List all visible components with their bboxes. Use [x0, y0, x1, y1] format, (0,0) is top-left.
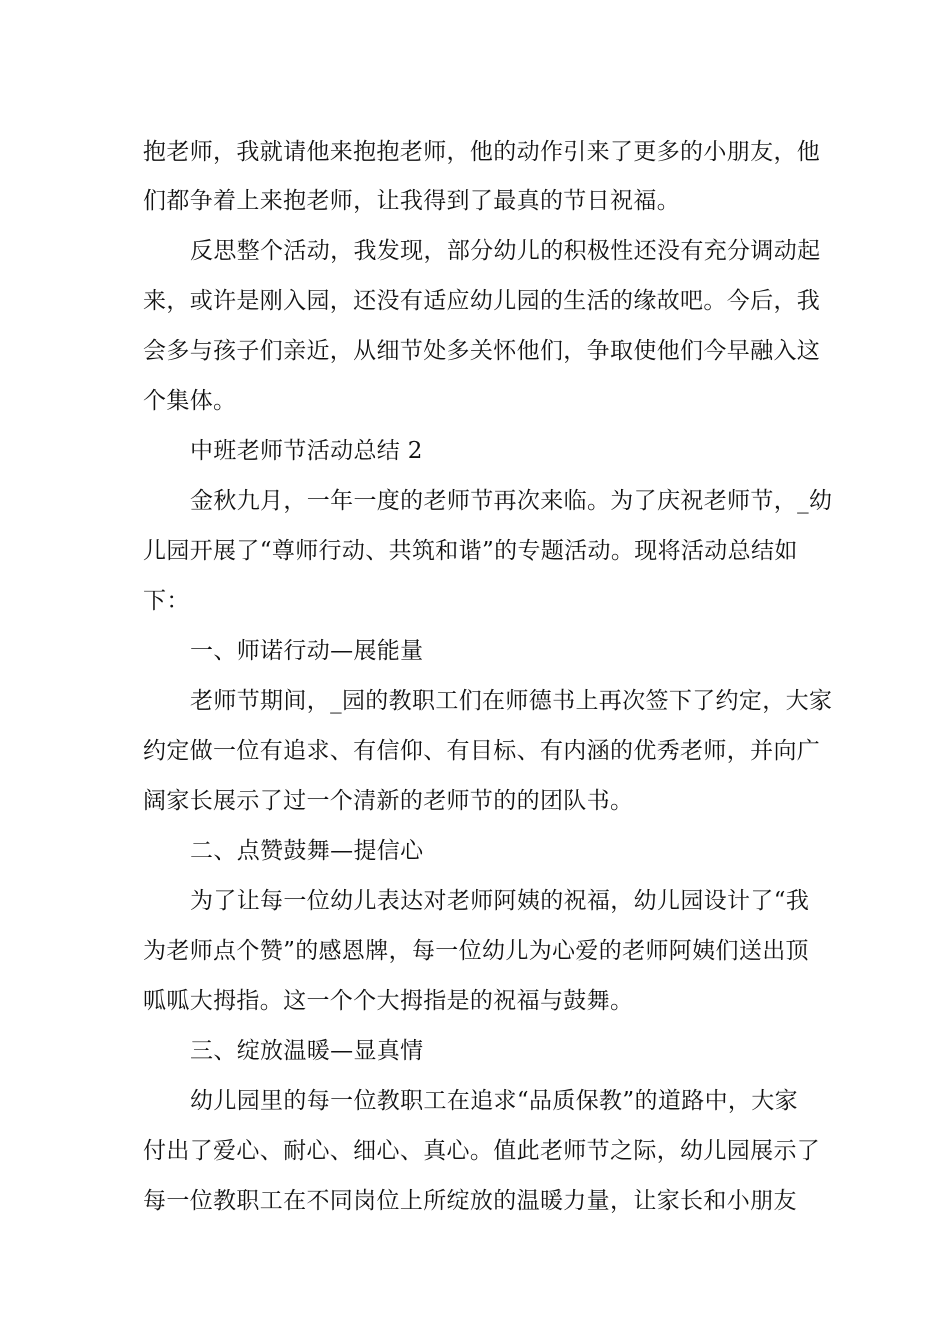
- text-line: 个集体。: [143, 388, 237, 414]
- paragraph-first-line: 老师节期间，_园的教职工们在师德书上再次签下了约定，大家: [190, 688, 833, 714]
- text-line: 儿园开展了“尊师行动、共筑和谐”的专题活动。现将活动总结如: [143, 538, 798, 564]
- text-line: 来，或许是刚入园，还没有适应幼儿园的生活的缘故吧。今后，我: [143, 288, 821, 314]
- text-line: 为老师点个赞”的感恩牌，每一位幼儿为心爱的老师阿姨们送出顶: [143, 938, 809, 964]
- text-line: 约定做一位有追求、有信仰、有目标、有内涵的优秀老师，并向广: [143, 738, 821, 764]
- text-line: 下：: [143, 588, 190, 614]
- section-title: 中班老师节活动总结 2: [190, 438, 423, 464]
- subheading: 二、点赞鼓舞—提信心: [190, 838, 424, 864]
- text-line: 会多与孩子们亲近，从细节处多关怀他们，争取使他们今早融入这: [143, 338, 821, 364]
- text-line: 阔家长展示了过一个清新的老师节的的团队书。: [143, 788, 634, 814]
- paragraph-first-line: 为了让每一位幼儿表达对老师阿姨的祝福，幼儿园设计了“我: [190, 888, 810, 914]
- text-line: 们都争着上来抱老师，让我得到了最真的节日祝福。: [143, 188, 681, 214]
- text-line: 付出了爱心、耐心、细心、真心。值此老师节之际，幼儿园展示了: [143, 1138, 821, 1164]
- subheading: 三、绽放温暖—显真情: [190, 1038, 424, 1064]
- paragraph-first-line: 金秋九月，一年一度的老师节再次来临。为了庆祝老师节，_幼: [190, 488, 833, 514]
- paragraph-first-line: 幼儿园里的每一位教职工在追求“品质保教”的道路中，大家: [190, 1088, 798, 1114]
- subheading: 一、师诺行动—展能量: [190, 638, 424, 664]
- text-line: 每一位教职工在不同岗位上所绽放的温暖力量，让家长和小朋友: [143, 1188, 797, 1214]
- text-line: 呱呱大拇指。这一个个大拇指是的祝福与鼓舞。: [143, 988, 634, 1014]
- text-line: 抱老师，我就请他来抱抱老师，他的动作引来了更多的小朋友，他: [143, 139, 821, 165]
- paragraph-first-line: 反思整个活动，我发现，部分幼儿的积极性还没有充分调动起: [190, 238, 821, 264]
